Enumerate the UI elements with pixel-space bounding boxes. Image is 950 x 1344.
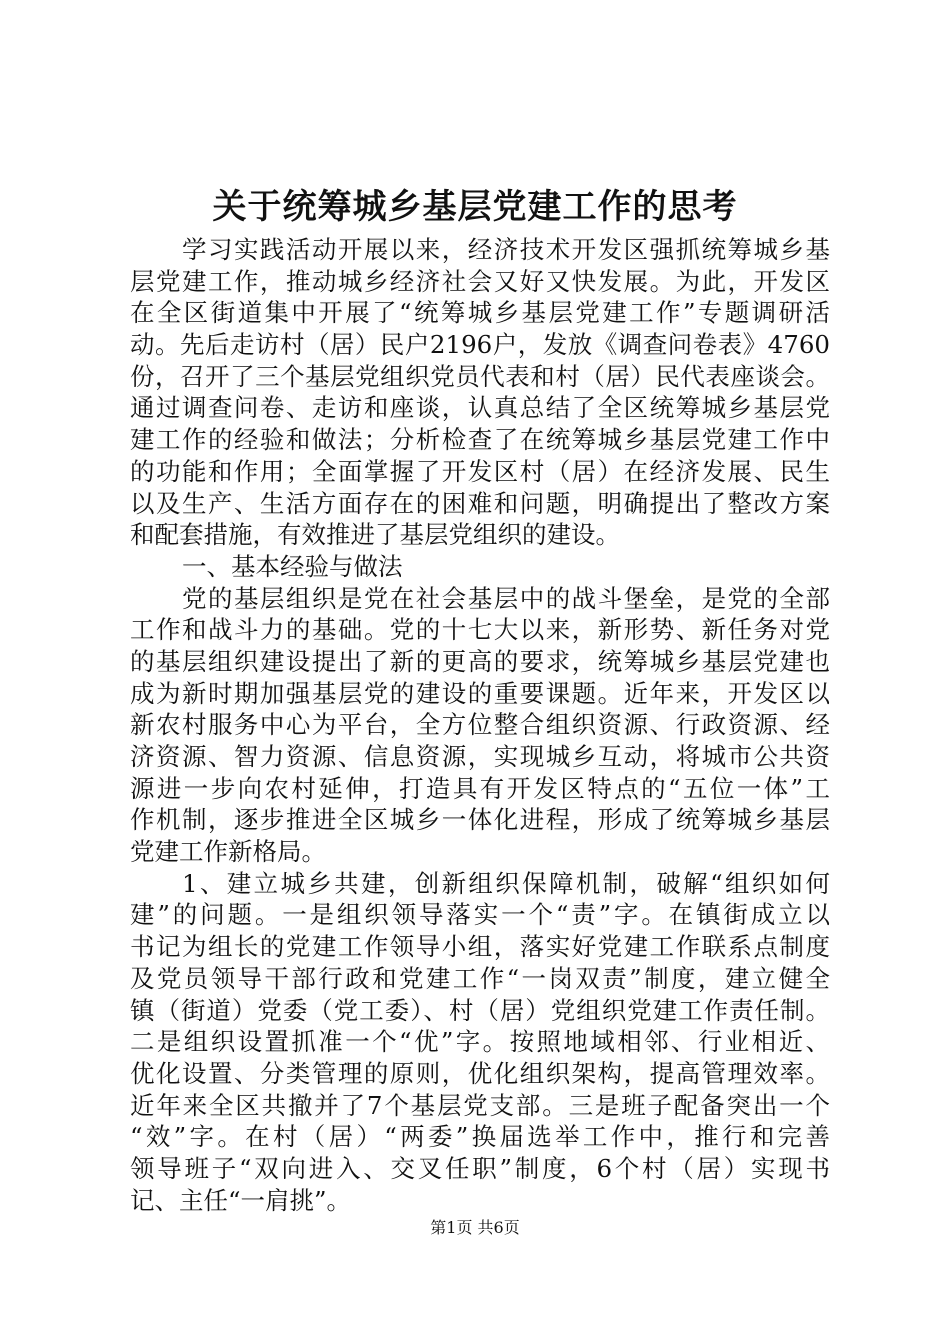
- text-line: 学习实践活动开展以来，经济技术开发区强抓统筹城乡基: [182, 235, 830, 264]
- text-line: 的基层组织建设提出了新的更高的要求，统筹城乡基层党建也: [130, 646, 830, 676]
- text-line: 层党建工作，推动城乡经济社会又好又快发展。为此，开发区: [130, 266, 830, 296]
- text-line: 书记为组长的党建工作领导小组，落实好党建工作联系点制度: [130, 932, 830, 962]
- text-line: 新农村服务中心为平台，全方位整合组织资源、行政资源、经: [130, 710, 830, 740]
- text-line: 镇（街道）党委（党工委）、村（居）党组织党建工作责任制。: [130, 995, 830, 1025]
- text-line: 在全区街道集中开展了“统筹城乡基层党建工作”专题调研活: [130, 298, 830, 328]
- text-line: 党建工作新格局。: [130, 837, 326, 867]
- text-line: 二是组织设置抓准一个“优”字。按照地域相邻、行业相近、: [130, 1027, 830, 1057]
- text-line: 济资源、智力资源、信息资源，实现城乡互动，将城市公共资: [130, 742, 830, 771]
- text-line: 领导班子“双向进入、交叉任职”制度，6个村（居）实现书: [130, 1153, 830, 1183]
- text-line: 源进一步向农村延伸，打造具有开发区特点的“五位一体”工: [130, 773, 830, 803]
- page-footer: 第1页 共6页: [430, 1218, 520, 1237]
- text-line: 1、建立城乡共建，创新组织保障机制，破解“组织如何: [182, 868, 830, 898]
- text-line: 动。先后走访村（居）民户2196户，发放《调查问卷表》4760: [130, 330, 830, 360]
- text-line: “效”字。在村（居）“两委”换届选举工作中，推行和完善: [130, 1122, 830, 1152]
- text-line: 通过调查问卷、走访和座谈，认真总结了全区统筹城乡基层党: [130, 393, 830, 423]
- text-line: 建工作的经验和做法；分析检查了在统筹城乡基层党建工作中: [130, 425, 830, 455]
- text-line: 作机制，逐步推进全区城乡一体化进程，形成了统筹城乡基层: [130, 805, 830, 835]
- section-heading: 一、基本经验与做法: [182, 551, 403, 581]
- text-line: 成为新时期加强基层党的建设的重要课题。近年来，开发区以: [130, 678, 830, 708]
- text-line: 的功能和作用；全面掌握了开发区村（居）在经济发展、民生: [130, 456, 830, 486]
- text-line: 工作和战斗力的基础。党的十七大以来，新形势、新任务对党: [130, 615, 830, 645]
- text-line: 优化设置、分类管理的原则，优化组织架构，提高管理效率。: [130, 1058, 830, 1088]
- document-body: [130, 234, 830, 1216]
- text-line: 份，召开了三个基层党组织党员代表和村（居）民代表座谈会。: [130, 361, 830, 391]
- document-title: 关于统筹城乡基层党建工作的思考: [212, 187, 738, 227]
- text-line: 以及生产、生活方面存在的困难和问题，明确提出了整改方案: [130, 488, 830, 518]
- text-line: 及党员领导干部行政和党建工作“一岗双责”制度，建立健全: [130, 963, 830, 993]
- text-line: 和配套措施，有效推进了基层党组织的建设。: [130, 520, 620, 550]
- text-line: 记、主任“一肩挑”。: [130, 1185, 352, 1215]
- text-line: 党的基层组织是党在社会基层中的战斗堡垒，是党的全部: [182, 583, 830, 613]
- text-line: 建”的问题。一是组织领导落实一个“责”字。在镇街成立以: [130, 900, 830, 930]
- text-line: 近年来全区共撤并了7个基层党支部。三是班子配备突出一个: [130, 1090, 830, 1120]
